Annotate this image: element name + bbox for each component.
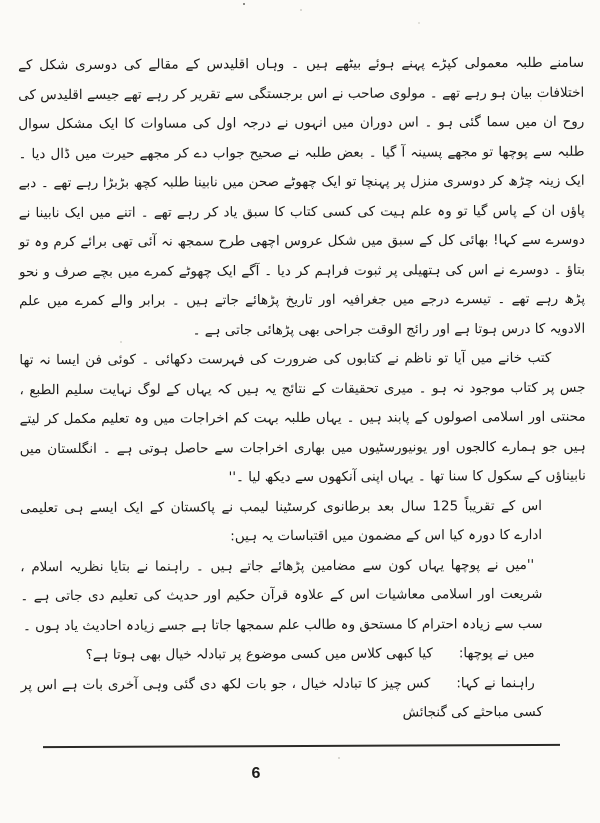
page-text-block <box>18 49 587 730</box>
dialog-answer-text: کس چیز کا تبادلہ خیال ، جو بات لکھ دی گئی وہی آخری بات ہے اس پر کسی مباحثے کی گنجائش <box>20 674 543 721</box>
dialog-answer <box>21 668 543 729</box>
paragraph-3-intro: اس کے تقریباً 125 سال بعد برطانوی کرسٹینا لیمب نے پاکستان کے ایک ایسے ہی تعلیمی ادارے کا دورہ کیا اس کے مضمون میں اقتباسات یہ ہیں: <box>19 497 543 545</box>
dialog-question <box>21 639 543 671</box>
paragraph-4-quotation: ''میں نے پوچھا یہاں کون سے مضامین پڑھائے جاتے ہیں ۔ راہنما نے بتایا نظریہ اسلام ، شریعت اور اسلامی معاشیات اس کے علاوہ قرآن حکیم اور حدیث کی تعلیم دی جاتی ہے ۔ سب سے زیادہ احترام کا مستحق وہ طالب علم سمجھا جاتا ہے جسے زیادہ احادیث یاد ہوں ۔ <box>20 556 543 634</box>
paragraph-1: سامنے طلبہ معمولی کپڑے پہنے ہوئے بیٹھے ہیں ۔ وہاں اقلیدس کے مقالے کی دوسری شکل کے اختلافات بیان ہو رہے تھے ۔ مولوی صاحب نے اس برجستگی سے تقریر کر رہے تھے جیسے اقلیدس کی روح ان میں سما گئی ہو ۔ اس دوران میں انہوں نے درجہ اول کی مساوات کا ایک مشکل سوال طلبہ سے پوچھا تو مجھے پسینہ آ گیا ۔ بعض طلبہ نے صحیح جواب دے کر مجھے حیرت میں ڈال دیا ۔ ایک زینہ چڑھ کر دوسری منزل پر پہنچا تو ایک چھوٹے صحن میں نابینا طلبہ کچھ بڑبڑا رہے تھے ۔ دبے پاؤں ان کے پاس گیا تو وہ علم ہیت کی کسی کتاب کا سبق یاد کر رہے تھے ۔ اتنے میں ایک نابینا نے دوسرے سے کہا! بھائی کل کے سبق میں شکل عروس اچھی طرح سمجھ نہ آئی تھی برائے کرم وہ تو بتاؤ ۔ دوسرے نے اس کی ہتھیلی پر ثبوت فراہم کر دیا ۔ آگے ایک چھوٹے کمرے میں بچے صرف و نحو پڑھ رہے تھے ۔ تیسرے درجے میں جغرافیہ اور تاریخ پڑھائے جاتے ہیں ۔ برابر والے کمرے میں علم الادویہ کا درس ہوتا ہے اور رائج الوقت جراحی بھی پڑھائی جاتی ہے ۔ <box>18 54 586 338</box>
dialog-question-text: کیا کبھی کلاس میں کسی موضوع پر تبادلہ خیال بھی ہوتا ہے؟ <box>85 645 433 663</box>
paragraph-2: کتب خانے میں آیا تو ناظم نے کتابوں کی ضرورت کی فہرست دکھائی ۔ کوئی فن ایسا نہ تھا جس پر کتاب موجود نہ ہو ۔ میری تحقیقات کے نتائج یہ ہیں کہ یہاں کے لوگ نہایت سلیم الطبع ، محنتی اور اسلامی اصولوں کے پابند ہیں ۔ یہاں طلبہ بہت کم اخراجات میں وہ تعلیم مکمل کر لیتے ہیں جو ہمارے کالجوں اور یونیورسٹیوں میں بھاری اخراجات سے حاصل ہوتی ہے ۔ انگلستان میں نابیناؤں کے سکول کا سنا تھا ۔ یہاں اپنی آنکھوں سے دیکھ لیا ۔'' <box>19 349 586 486</box>
dialog-answer-speaker: راہنما نے کہا: <box>456 674 535 691</box>
excerpt-block <box>20 491 587 729</box>
page-number: 6 <box>251 765 261 782</box>
footer-divider <box>43 744 560 748</box>
dialog-question-speaker: میں نے پوچھا: <box>458 644 535 662</box>
scan-speckles <box>0 0 2 2</box>
